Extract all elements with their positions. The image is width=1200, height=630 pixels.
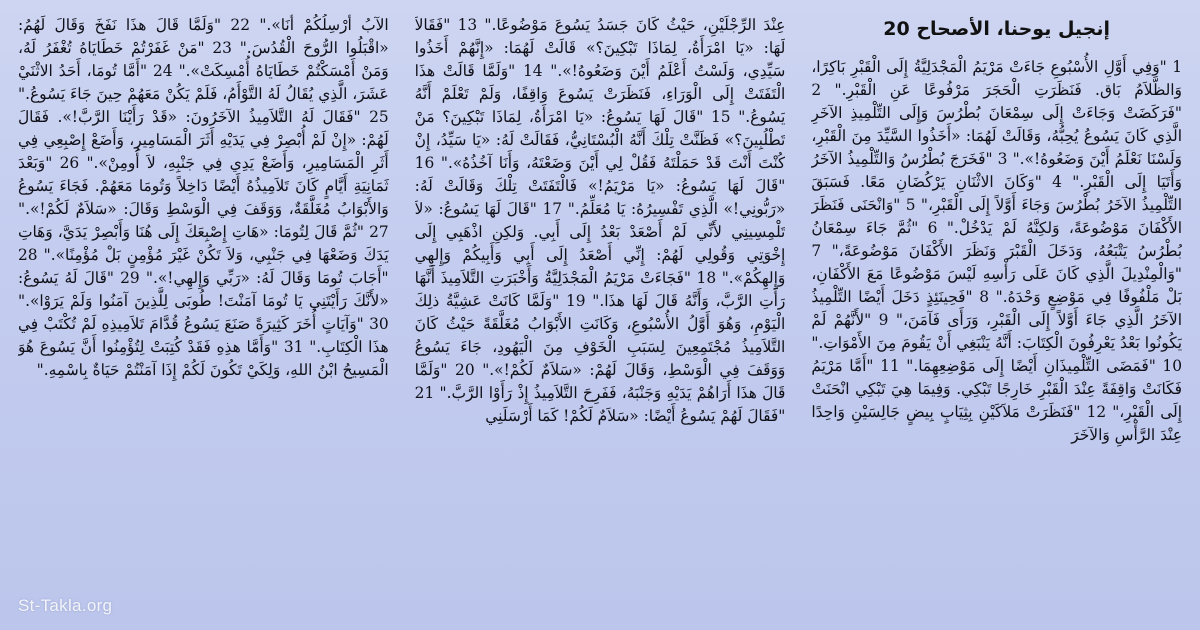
column-left	[18, 14, 389, 614]
text-columns	[18, 14, 1182, 616]
column-left-text: الآبُ أُرْسِلُكُمْ أَنَا»." 22 "وَلَمَّا قَالَ هذَا نَفَخَ وَقَالَ لَهُمُ: «اقْبَلُوا الرُّوحَ الْقُدُسَ." 23 "مَنْ غَفَرْتُمْ خَطَايَاهُ تُغْفَرُ لَهُ، وَمَنْ أَمْسَكْتُمْ خَطَايَاهُ أُمْسِكَتْ»." 24 "أَمَّا تُومَا، أَحَدُ الاثْنَيْ عَشَرَ، الَّذِي يُقَالُ لَهُ التَّوْأَمُ، فَلَمْ يَكُنْ مَعَهُمْ حِينَ جَاءَ يَسُوعُ." 25 "فَقَالَ لَهُ التَّلاَمِيذُ الآخَرُونَ: «قَدْ رَأَيْنَا الرَّبَّ!». فَقَالَ لَهُمْ: «إِنْ لَمْ أُبْصِرْ فِي يَدَيْهِ أَثَرَ الْمَسَامِيرِ، وَأَضَعْ إِصْبِعِي فِي أَثَرِ الْمَسَامِيرِ، وَأَضَعْ يَدِي فِي جَنْبِهِ، لاَ أُومِنْ»." 26 "وَبَعْدَ ثَمَانِيَةِ أَيَّامٍ كَانَ تَلاَمِيذُهُ أَيْضًا دَاخِلاً وَتُومَا مَعَهُمْ. فَجَاءَ يَسُوعُ وَالأَبْوَابُ مُغَلَّقَةٌ، وَوَقَفَ فِي الْوَسْطِ وَقَالَ: «سَلاَمٌ لَكُمْ!»." 27 "ثُمَّ قَالَ لِتُومَا: «هَاتِ إِصْبِعَكَ إِلَى هُنَا وَأَبْصِرْ يَدَيَّ، وَهَاتِ يَدَكَ وَضَعْهَا فِي جَنْبِي، وَلاَ تَكُنْ غَيْرَ مُؤْمِنٍ بَلْ مُؤْمِنًا»." 28 "أَجَابَ تُومَا وَقَالَ لَهُ: «رَبِّي وَإِلهِي!»." 29 "قَالَ لَهُ يَسُوعُ: «لأَنَّكَ رَأَيْتَنِي يَا تُومَا آمَنْتَ! طُوبَى لِلَّذِينَ آمَنُوا وَلَمْ يَرَوْا»." 30 "وَآيَاتٍ أُخَرَ كَثِيرَةً صَنَعَ يَسُوعُ قُدَّامَ تَلاَمِيذِهِ لَمْ تُكْتَبْ فِي هذَا الْكِتَابِ." 31 "وَأَمَّا هذِهِ فَقَدْ كُتِبَتْ لِتُؤْمِنُوا أَنَّ يَسُوعَ هُوَ الْمَسِيحُ ابْنُ اللهِ، وَلِكَيْ تَكُونَ لَكُمْ إِذَا آمَنْتُمْ حَيَاةٌ بِاسْمِهِ."	[17, 16, 389, 379]
column-middle	[415, 14, 786, 614]
chapter-title: إنجيل يوحنا، الأصحاح 20	[883, 18, 1111, 40]
column-middle-text: عِنْدَ الرِّجْلَيْنِ، حَيْثُ كَانَ جَسَدُ يَسُوعَ مَوْضُوعًا." 13 "فَقَالاَ لَهَا: «يَا امْرَأَةُ، لِمَاذَا تَبْكِينَ؟» قَالَتْ لَهُمَا: «إِنَّهُمْ أَخَذُوا سَيِّدِي، وَلَسْتُ أَعْلَمُ أَيْنَ وَضَعُوهُ!»." 14 "وَلَمَّا قَالَتْ هذَا الْتَفَتَتْ إِلَى الْوَرَاءِ، فَنَظَرَتْ يَسُوعَ وَاقِفًا، وَلَمْ تَعْلَمْ أَنَّهُ يَسُوعُ." 15 "قَالَ لَهَا يَسُوعُ: «يَا امْرَأَةُ، لِمَاذَا تَبْكِينَ؟ مَنْ تَطْلُبِينَ؟» فَظَنَّتْ تِلْكَ أَنَّهُ الْبُسْتَانِيُّ، فَقَالَتْ لَهُ: «يَا سَيِّدُ، إِنْ كُنْتَ أَنْتَ قَدْ حَمَلْتَهُ فَقُلْ لِي أَيْنَ وَضَعْتَهُ، وَأَنَا آخُذُهُ»." 16 "قَالَ لَهَا يَسُوعُ: «يَا مَرْيَمُ!» فَالْتَفَتَتْ تِلْكَ وَقَالَتْ لَهُ: «رَبُّونِي!» الَّذِي تَفْسِيرُهُ: يَا مُعَلِّمُ." 17 "قَالَ لَهَا يَسُوعُ: «لاَ تَلْمِسِينِي لأَنِّي لَمْ أَصْعَدْ بَعْدُ إِلَى أَبِي. وَلكِنِ اذْهَبِي إِلَى إِخْوَتِي وَقُولِي لَهُمْ: إِنِّي أَصْعَدُ إِلَى أَبِي وَأَبِيكُمْ وَإِلهِي وَإِلهِكُمْ»." 18 "فَجَاءَتْ مَرْيَمُ الْمَجْدَلِيَّةُ وَأَخْبَرَتِ التَّلاَمِيذَ أَنَّهَا رَأَتِ الرَّبَّ، وَأَنَّهُ قَالَ لَهَا هذَا." 19 "وَلَمَّا كَانَتْ عَشِيَّةُ ذلِكَ الْيَوْمِ، وَهُوَ أَوَّلُ الأُسْبُوعِ، وَكَانَتِ الأَبْوَابُ مُغَلَّقَةً حَيْثُ كَانَ التَّلاَمِيذُ مُجْتَمِعِينَ لِسَبَبِ الْخَوْفِ مِنَ الْيَهُودِ، جَاءَ يَسُوعُ وَوَقَفَ فِي الْوَسْطِ، وَقَالَ لَهُمْ: «سَلاَمٌ لَكُمْ!»." 20 "وَلَمَّا قَالَ هذَا أَرَاهُمْ يَدَيْهِ وَجَنْبَهُ، فَفَرِحَ التَّلاَمِيذُ إِذْ رَأَوْا الرَّبَّ." 21 "فَقَالَ لَهُمْ يَسُوعُ أَيْضًا: «سَلاَمٌ لَكُمْ! كَمَا أَرْسَلَنِي	[414, 16, 786, 425]
column-right-text: 1 "وَفِي أَوَّلِ الأُسْبُوعِ جَاءَتْ مَرْيَمُ الْمَجْدَلِيَّةُ إِلَى الْقَبْرِ بَاكِرًا، وَالظَّلاَمُ بَاق. فَنَظَرَتِ الْحَجَرَ مَرْفُوعًا عَنِ الْقَبْرِ." 2 "فَرَكَضَتْ وَجَاءَتْ إِلَى سِمْعَانَ بُطْرُسَ وَإِلَى التِّلْمِيذِ الآخَرِ الَّذِي كَانَ يَسُوعُ يُحِبُّهُ، وَقَالَتْ لَهُمَا: «أَخَذُوا السَّيِّدَ مِنَ الْقَبْرِ، وَلَسْنَا نَعْلَمُ أَيْنَ وَضَعُوهُ!»." 3 "فَخَرَجَ بُطْرُسُ وَالتِّلْمِيذُ الآخَرُ وَأَتَيَا إِلَى الْقَبْرِ." 4 "وَكَانَ الاثْنَانِ يَرْكُضَانِ مَعًا. فَسَبَقَ التِّلْمِيذُ الآخَرُ بُطْرُسَ وَجَاءَ أَوَّلاً إِلَى الْقَبْرِ،" 5 "وَانْحَنَى فَنَظَرَ الأَكْفَانَ مَوْضُوعَةً، وَلكِنَّهُ لَمْ يَدْخُلْ." 6 "ثُمَّ جَاءَ سِمْعَانُ بُطْرُسُ يَتْبَعُهُ، وَدَخَلَ الْقَبْرَ وَنَظَرَ الأَكْفَانَ مَوْضُوعَةً،" 7 "وَالْمِنْدِيلَ الَّذِي كَانَ عَلَى رَأْسِهِ لَيْسَ مَوْضُوعًا مَعَ الأَكْفَانِ، بَلْ مَلْفُوفًا فِي مَوْضِعٍ وَحْدَهُ." 8 "فَحِينَئِذٍ دَخَلَ أَيْضًا التِّلْمِيذُ الآخَرُ الَّذِي جَاءَ أَوَّلاً إِلَى الْقَبْرِ، وَرَأَى فَآمَنَ،" 9 "لأَنَّهُمْ لَمْ يَكُونُوا بَعْدُ يَعْرِفُونَ الْكِتَابَ: أَنَّهُ يَنْبَغِي أَنْ يَقُومَ مِنَ الأَمْوَاتِ." 10 "فَمَضَى التِّلْمِيذَانِ أَيْضًا إِلَى مَوْضِعِهِمَا." 11 "أَمَّا مَرْيَمُ فَكَانَتْ وَاقِفَةً عِنْدَ الْقَبْرِ خَارِجًا تَبْكِي. وَفِيمَا هِيَ تَبْكِي انْحَنَتْ إِلَى الْقَبْرِ،" 12 "فَنَظَرَتْ مَلاَكَيْنِ بِثِيَابٍ بِيضٍ جَالِسَيْنِ وَاحِدًا عِنْدَ الرَّأْسِ وَالآخَرَ	[811, 58, 1182, 444]
site-watermark: St-Takla.org	[18, 596, 113, 615]
column-right	[811, 14, 1182, 614]
